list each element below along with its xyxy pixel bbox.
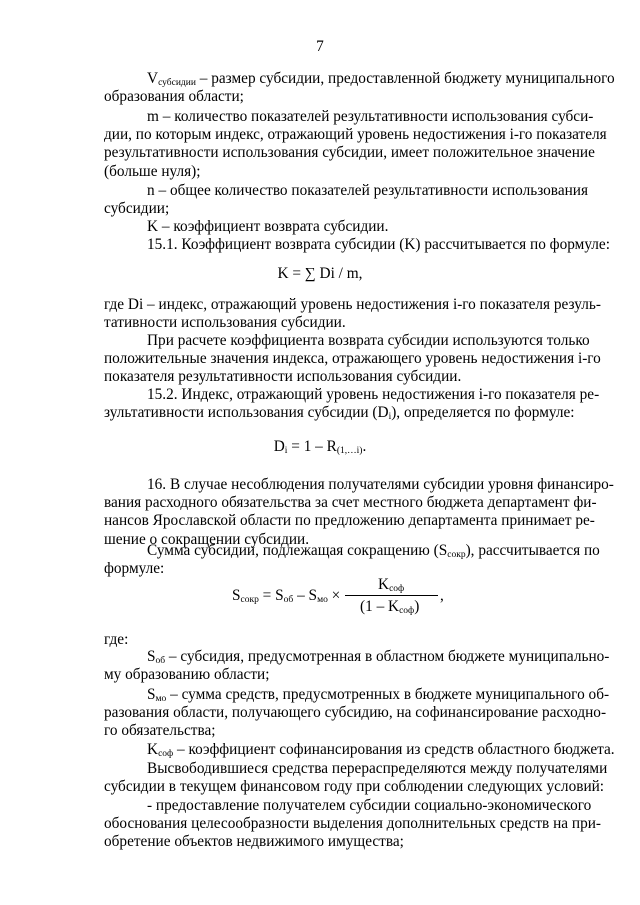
- formula-k: K = ∑ Di / m,: [277, 265, 363, 282]
- definition-v-subsidy: $V_{субсидии}$ – размер субсидии, предоставленной бюджету муниципального образования области;: [104, 70, 615, 106]
- paragraph-15-1: 15.1. Коэффициент возврата субсидии (K) рассчитывается по формуле:: [147, 236, 610, 253]
- fraction-bar: [345, 595, 438, 596]
- formula-s-denominator: $(1 - K_{соф})$: [360, 598, 420, 616]
- definition-s-ob: $S_{об}$ – субсидия, предусмотренная в областном бюджете муниципально- му образованию области;: [104, 648, 610, 684]
- definition-di: где Di – индекс, отражающий уровень недостижения i-го показателя резуль- тативности использования субсидии.: [104, 296, 601, 332]
- definition-m: m – количество показателей результативности использования субси- дии, по которым индекс, отражающий уровень недостижения i-го показателя результативности использования субсидии, имеет положительное значение (больше нуля);: [104, 108, 607, 180]
- paragraph-calculation: При расчете коэффициента возврата субсидии используются только положительные значения индекса, отражающего уровень недостижения i-го показателя результативности использования субсидии.: [104, 332, 601, 386]
- paragraph-15-2: 15.2. Индекс, отражающий уровень недостижения i-го показателя ре- зультативности использования субсидии $(D_i)$, определяется по формуле:: [104, 386, 600, 423]
- page-number: 7: [316, 38, 324, 55]
- definition-n: n – общее количество показателей результативности использования субсидии;: [104, 182, 589, 218]
- formula-s-comma: ,: [440, 587, 444, 604]
- definition-k: K – коэффициент возврата субсидии.: [147, 218, 389, 235]
- list-item-condition: - предоставление получателем субсидии социально-экономического обоснования целесообразности выделения дополнительных средств на при- обретение объектов недвижимого имущества;: [104, 797, 602, 851]
- paragraph-16: 16. В случае несоблюдения получателями субсидии уровня финансиро- вания расходного обязательства за счет местного бюджета департамент фи- нансов Ярославской области по предложению департамента принимает ре- шение о сокращении субсидии.: [104, 476, 614, 548]
- formula-s-numerator: $K_{соф}$: [378, 576, 405, 594]
- paragraph-redistribution: Высвободившиеся средства перераспределяются между получателями субсидии в текущем финансовом году при соблюдении следующих условий:: [104, 760, 608, 796]
- definition-k-sof: $K_{соф}$ – коэффициент софинансирования из средств областного бюджета.: [147, 741, 615, 759]
- formula-di: $D_i = 1 - R_{(1,\dots i)}$.: [273, 438, 367, 456]
- definition-s-mo: $S_{мо}$ – сумма средств, предусмотренных в бюджете муниципального об- разования области, получающего субсидию, на софинансирование расходно- го обязательства;: [104, 686, 610, 740]
- paragraph-sum: Сумма субсидии, подлежащая сокращению $(S_{сокр})$, рассчитывается по формуле:: [104, 542, 600, 578]
- formula-s-left: $S_{сокр} = S_{об} - S_{мо}$ ×: [232, 587, 341, 605]
- where-label: где:: [104, 631, 129, 648]
